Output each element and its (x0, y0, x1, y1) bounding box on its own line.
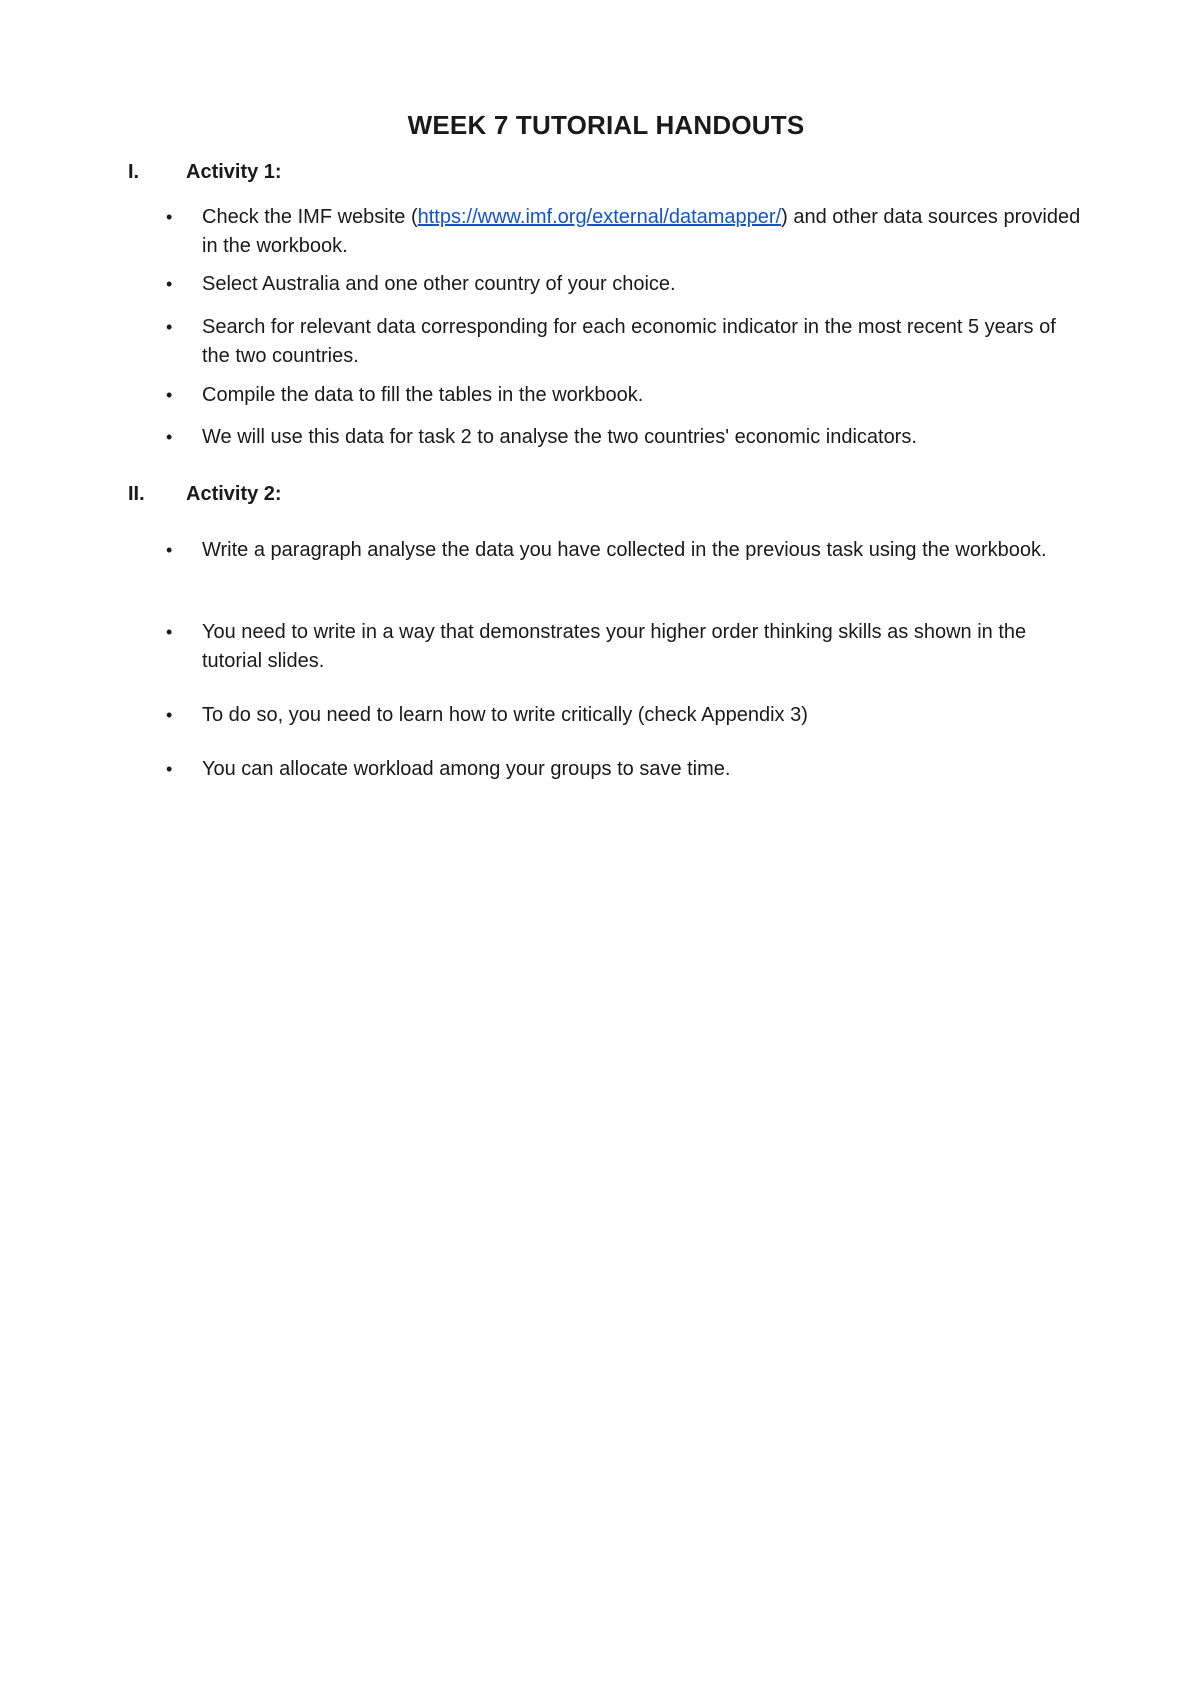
bullet-icon: • (166, 274, 173, 294)
list-item-text: You need to write in a way that demonstrates your higher order thinking skills as shown in the tutorial slides. (202, 621, 1027, 672)
list-item-text-before: Check the IMF website ( (202, 206, 418, 228)
list-item-text: Compile the data to fill the tables in the workbook. (202, 384, 644, 406)
section-title: Activity 1: (186, 161, 282, 183)
list-item-text: We will use this data for task 2 to analyse the two countries' economic indicators. (202, 426, 917, 448)
bullet-icon: • (166, 427, 173, 447)
list-item-text (202, 203, 1086, 261)
bullet-icon: • (166, 317, 173, 337)
list-item (166, 618, 1086, 676)
list-item (166, 270, 1086, 299)
imf-datamapper-link[interactable]: https://www.imf.org/external/datamapper/ (417, 206, 782, 228)
list-item (166, 381, 1086, 410)
list-item-text: Select Australia and one other country of your choice. (202, 273, 676, 295)
bullet-icon: • (166, 385, 173, 405)
list-item (166, 203, 1086, 261)
section-title: Activity 2: (186, 483, 282, 505)
page-title: WEEK 7 TUTORIAL HANDOUTS (407, 110, 805, 140)
list-item-text-after: ) and other data sources provided in the workbook. (202, 206, 1081, 257)
list-item-text: Search for relevant data corresponding for each economic indicator in the most recent 5 years of the two countries. (202, 316, 1056, 367)
list-item (166, 423, 1086, 452)
section-heading-activity-1 (128, 161, 282, 184)
list-item (166, 536, 1086, 565)
section-heading-activity-2 (128, 483, 282, 506)
section-numeral: II. (128, 483, 145, 505)
bullet-icon: • (166, 622, 173, 642)
list-item (166, 755, 1086, 784)
section-numeral: I. (128, 161, 140, 183)
list-item (166, 701, 1086, 730)
list-item-text: You can allocate workload among your groups to save time. (202, 758, 731, 780)
list-item-text: Write a paragraph analyse the data you have collected in the previous task using the workbook. (202, 539, 1047, 561)
bullet-icon: • (166, 705, 173, 725)
list-item-text: To do so, you need to learn how to write critically (check Appendix 3) (202, 704, 808, 726)
bullet-icon: • (166, 759, 173, 779)
bullet-icon: • (166, 540, 173, 560)
list-item (166, 313, 1086, 371)
bullet-icon: • (166, 207, 173, 227)
